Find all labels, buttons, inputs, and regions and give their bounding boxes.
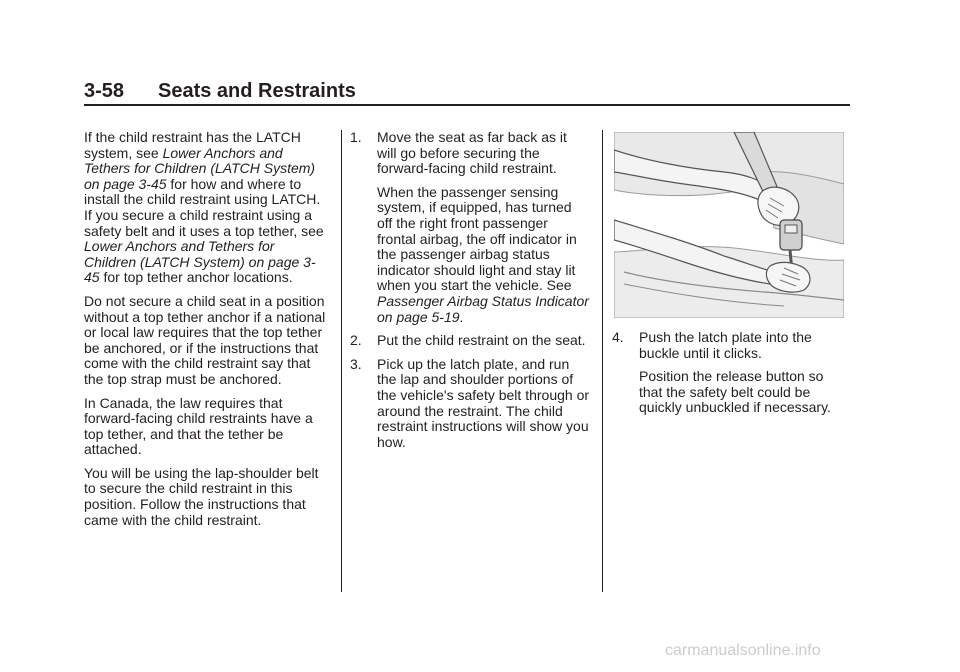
step-1 (350, 130, 590, 325)
paragraph-text: for top tether anchor locations. (99, 269, 293, 286)
step-number: 4. (612, 329, 624, 345)
step-4 (612, 330, 850, 416)
note-text: When the passenger sensing system, if equipped, has turned off the right front passenger frontal airbag, the off indicator in the passenger airbag status indicator should light and stay lit when you start the vehicle. See (377, 183, 577, 294)
page-number: 3-58 (84, 80, 125, 102)
step-note: Position the release button so that the safety belt could be quickly unbuckled if necessary. (639, 368, 831, 416)
header-rule (84, 104, 850, 106)
note-text: . (459, 308, 464, 325)
step-text: Move the seat as far back as it will go before securing the forward-facing child restraint. (377, 129, 567, 177)
paragraph-canada: In Canada, the law requires that forward-facing child restraints have a top tether, and that the tether be attached. (84, 394, 313, 458)
step-number: 2. (350, 332, 362, 349)
cross-reference-link[interactable]: Passenger Airbag Status Indicator on page 5-19 (377, 292, 589, 325)
column-3 (612, 330, 850, 424)
cross-reference-link[interactable]: Lower Anchors and Tethers for Children (LATCH System) on page 3-45 (84, 238, 316, 286)
step-number: 3. (350, 355, 362, 372)
paragraph-text: for how and where to install the child restraint using LATCH. If you secure a child restraint using a safety belt and it uses a top tether, see (84, 175, 324, 239)
step-number: 1. (350, 129, 362, 145)
section-title: Seats and Restraints (158, 80, 356, 102)
step-text: Push the latch plate into the buckle until it clicks. (639, 329, 812, 361)
buckle-illustration (614, 132, 844, 318)
paragraph-lap-shoulder: You will be using the lap-shoulder belt to secure the child restraint in this position. Follow the instructions that came with the child restraint. (84, 464, 319, 528)
step-text: Pick up the latch plate, and run the lap and shoulder portions of the vehicle's safety belt through or around the restraint. The child restraint instructions will show you how. (377, 355, 590, 450)
step-note (377, 185, 590, 325)
paragraph-text: If the child restraint has the LATCH system, see (84, 129, 301, 161)
page-header (84, 80, 850, 104)
column-divider-1 (341, 130, 342, 592)
paragraph-latch (84, 130, 330, 286)
column-2 (350, 130, 590, 458)
watermark: carmanualsonline.info (665, 642, 821, 659)
step-text: Put the child restraint on the seat. (377, 332, 586, 349)
step-3 (350, 357, 590, 451)
paragraph-top-tether: Do not secure a child seat in a position without a top tether anchor if a national or local law requires that the top tether be anchored, or if the instructions that come with the child restraint say that the top strap must be anchored. (84, 292, 326, 387)
column-divider-2 (602, 130, 603, 592)
step-2 (350, 333, 590, 349)
cross-reference-link[interactable]: Lower Anchors and Tethers for Children (LATCH System) on page 3-45 (84, 144, 316, 192)
column-1 (84, 130, 330, 536)
